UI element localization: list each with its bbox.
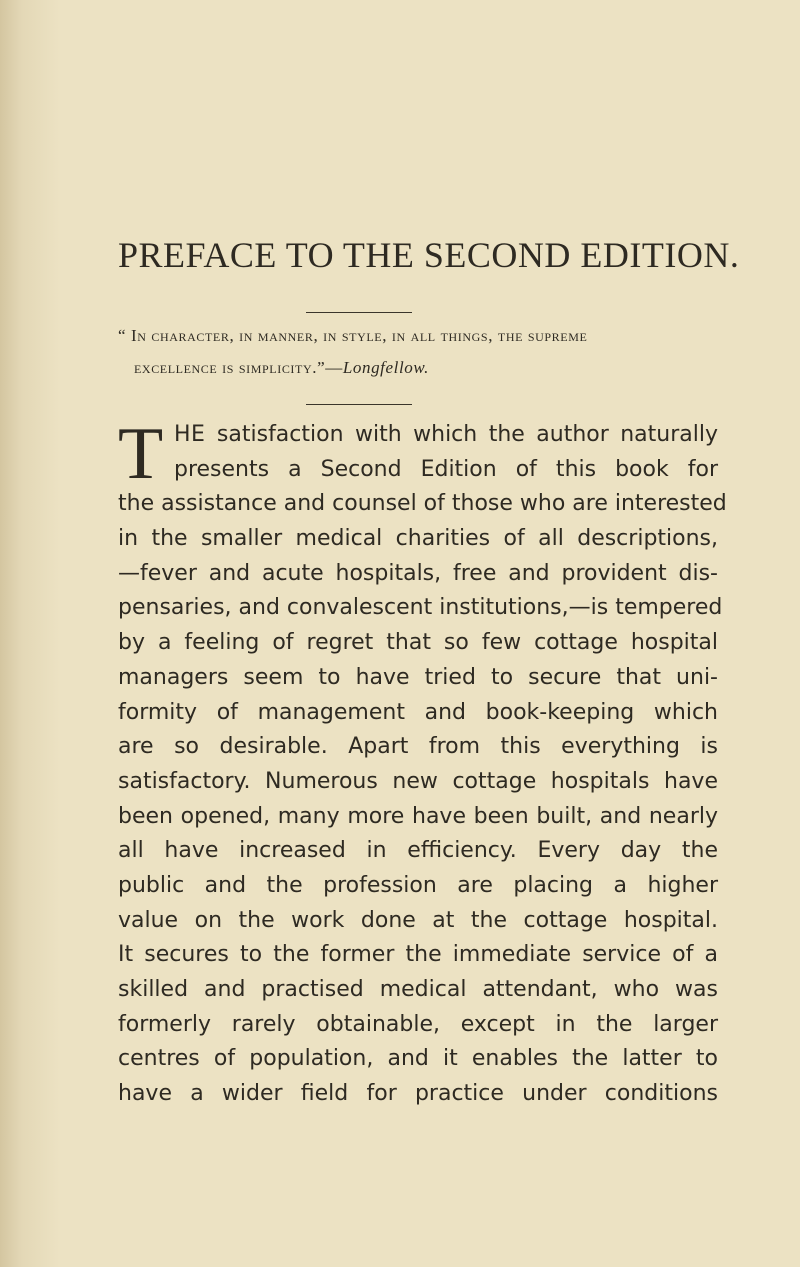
page-title: PREFACE TO THE SECOND EDITION.: [118, 235, 740, 275]
body-line: It secures to the former the immediate service of a: [118, 942, 718, 968]
body-line: skilled and practised medical attendant, who was: [118, 977, 718, 1002]
body-line: formity of management and book-keeping which: [118, 699, 718, 725]
body-line: by a feeling of regret that so few cottage hospital: [118, 630, 718, 656]
body-line: pensaries, and convalescent institutions,—is tempered: [118, 595, 723, 621]
body-line: in the smaller medical charities of all descriptions,: [118, 526, 718, 552]
body-line: formerly rarely obtainable, except in the larger: [118, 1011, 718, 1037]
body-line: [118, 418, 718, 453]
body-text: [118, 413, 727, 1112]
body-line: centres of population, and it enables the latter to: [118, 1046, 718, 1072]
body-line: the assistance and counsel of those who are interested: [118, 491, 727, 517]
divider-bottom: [306, 404, 412, 405]
epigraph-text: excellence is simplicity.”—: [134, 358, 343, 377]
body-line: have a wider field for practice under conditions: [118, 1081, 718, 1107]
body-line: satisfactory. Numerous new cottage hospitals have: [118, 768, 718, 794]
body-line: been opened, many more have been built, and nearly: [118, 803, 718, 829]
drop-cap: T: [118, 413, 164, 495]
body-line: all have increased in efficiency. Every day the: [118, 838, 718, 864]
body-line: are so desirable. Apart from this everything is: [118, 734, 718, 760]
epigraph-attribution: Longfellow.: [342, 358, 429, 377]
epigraph-line-2: [134, 358, 429, 378]
body-line: value on the work done at the cottage hospital.: [118, 907, 718, 933]
epigraph-line-1: “ In character, in manner, in style, in all things, the supreme: [118, 326, 588, 345]
first-word-caps: HE: [174, 422, 206, 447]
divider-top: [306, 312, 412, 313]
body-line: —fever and acute hospitals, free and provident dis-: [118, 560, 718, 586]
body-line: presents a Second Edition of this book for: [174, 456, 718, 482]
body-line: public and the profession are placing a higher: [118, 872, 718, 898]
body-line: managers seem to have tried to secure that uni-: [118, 664, 718, 690]
first-line-rest: satisfaction with which the author naturally: [205, 422, 718, 447]
